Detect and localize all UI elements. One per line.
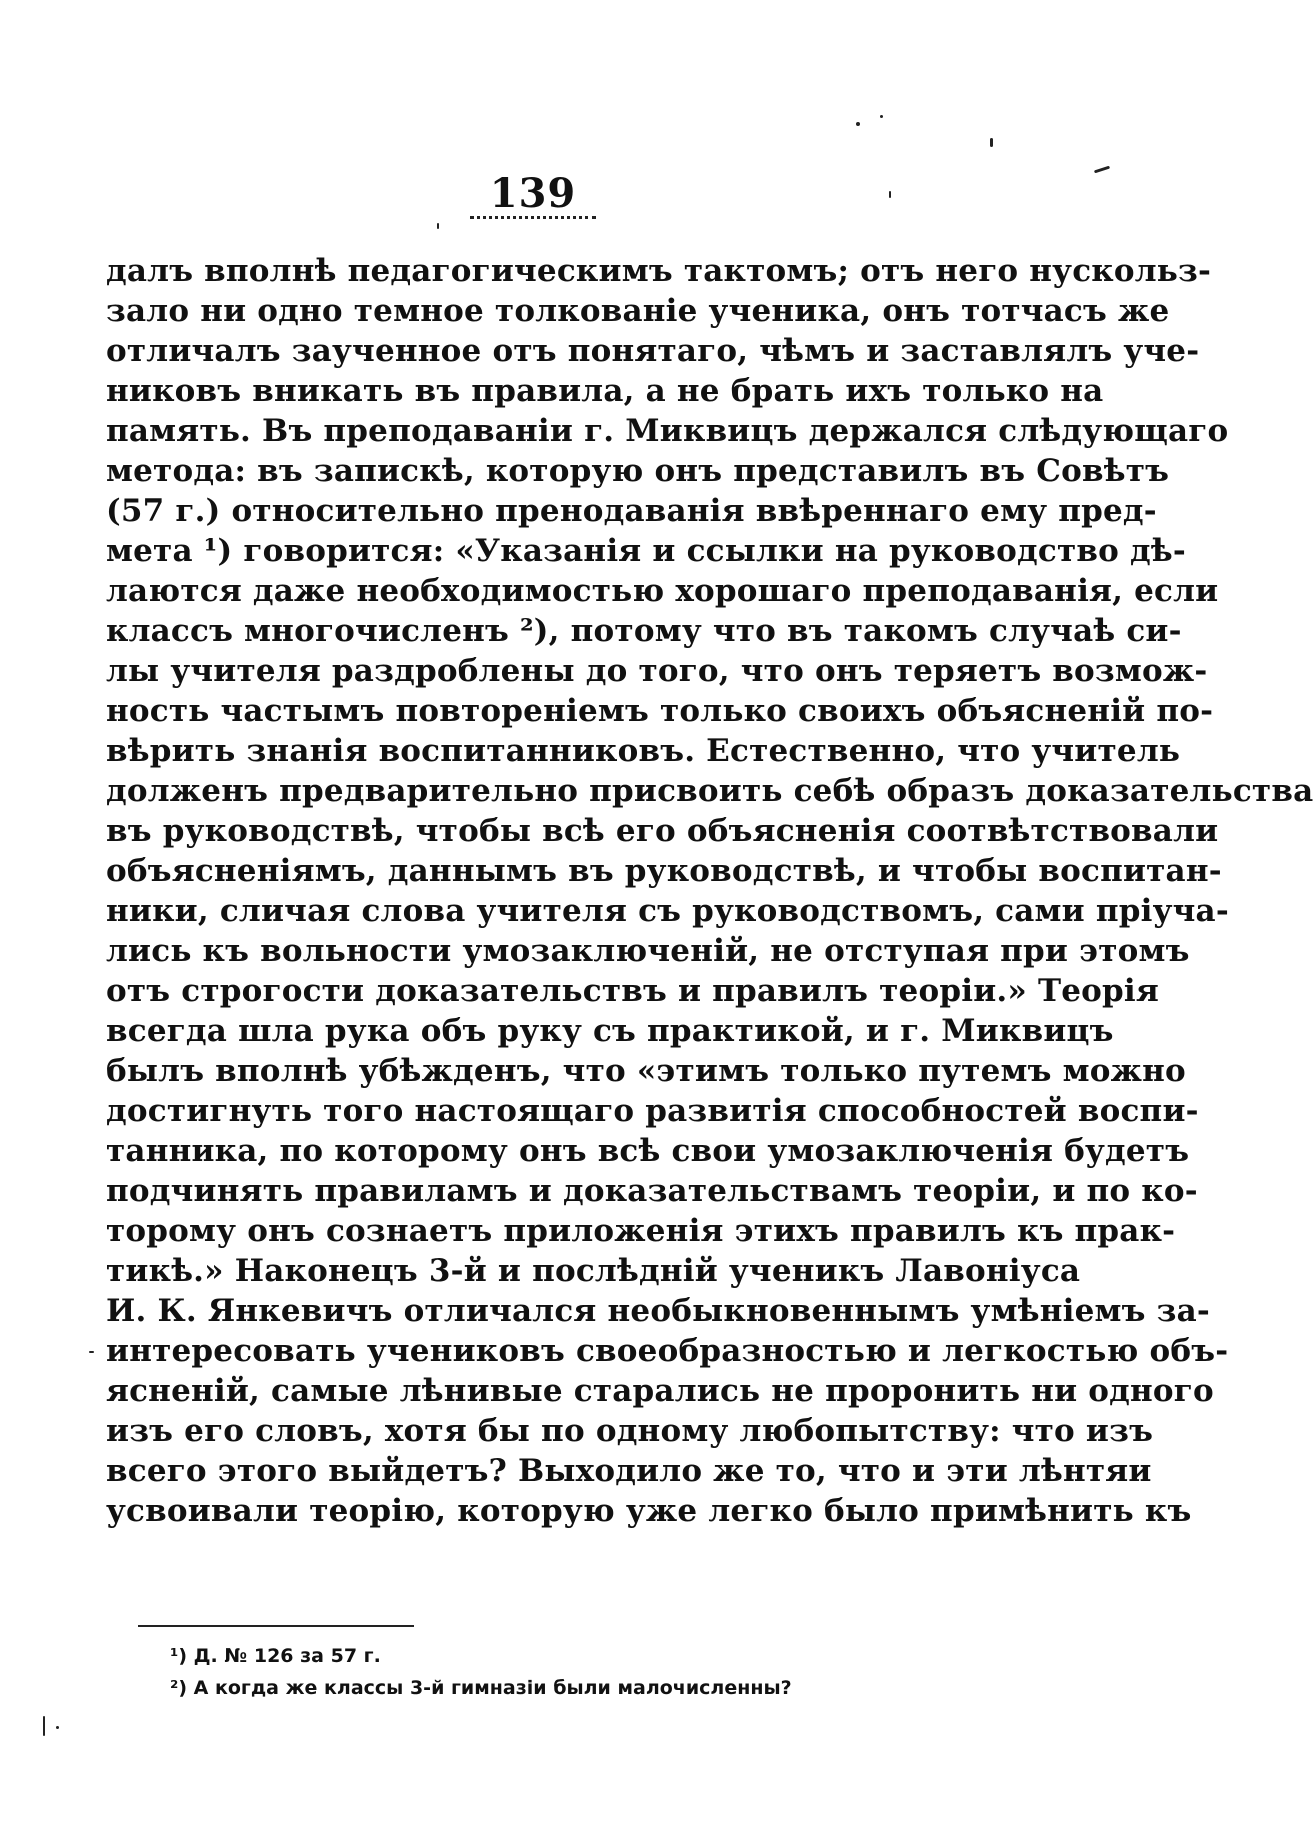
text-line: И. К. Янкевичъ отличался необыкновеннымъ умѣніемъ за-	[106, 1293, 1210, 1329]
footnote-separator	[138, 1625, 414, 1627]
text-line: метода: въ запискѣ, которую онъ представилъ въ Совѣтъ	[106, 453, 1170, 489]
scan-speck	[56, 1726, 59, 1729]
text-line: въ руководствѣ, чтобы всѣ его объясненія соотвѣтствовали	[106, 813, 1219, 849]
text-line: отличалъ заученное отъ понятаго, чѣмъ и заставлялъ уче-	[106, 333, 1200, 369]
scan-speck	[889, 191, 891, 198]
text-line: всегда шла рука объ руку съ практикой, и г. Миквицъ	[106, 1013, 1114, 1049]
text-line: усвоивали теорію, которую уже легко было примѣнить къ	[106, 1493, 1192, 1529]
page-number-rule	[470, 216, 596, 222]
scan-speck	[856, 122, 860, 126]
text-line: объясненіямъ, даннымъ въ руководствѣ, и чтобы воспитан-	[106, 853, 1222, 889]
scan-speck	[43, 1716, 45, 1736]
text-line: торому онъ сознаетъ приложенія этихъ правилъ къ прак-	[106, 1213, 1176, 1249]
text-line: никовъ вникать въ правила, а не брать ихъ только на	[106, 373, 1104, 409]
text-line: подчинять правиламъ и доказательствамъ теоріи, и по ко-	[106, 1173, 1198, 1209]
scan-speck	[990, 138, 993, 147]
scan-speck	[89, 1351, 94, 1353]
text-line: отъ строгости доказательствъ и правилъ теоріи.» Теорія	[106, 973, 1159, 1009]
text-line: мета ¹) говорится: «Указанія и ссылки на руководство дѣ-	[106, 533, 1186, 569]
text-line: интересовать учениковъ своеобразностью и легкостью объ-	[106, 1333, 1229, 1369]
scan-speck	[1094, 166, 1110, 174]
footnotes-block	[170, 1640, 930, 1704]
text-line: ники, сличая слова учителя съ руководствомъ, сами пріуча-	[106, 893, 1229, 929]
text-line: память. Въ преподаваніи г. Миквицъ держался слѣдующаго	[106, 413, 1229, 449]
main-text-block	[106, 251, 1313, 1531]
footnote: ¹) Д. № 126 за 57 г.	[170, 1645, 381, 1667]
text-line: ясненій, самые лѣнивые старались не проронить ни одного	[106, 1373, 1214, 1409]
text-line: далъ вполнѣ педагогическимъ тактомъ; отъ него нускольз-	[106, 253, 1212, 289]
text-line: всего этого выйдетъ? Выходило же то, что и эти лѣнтяи	[106, 1453, 1152, 1489]
text-line: былъ вполнѣ убѣжденъ, что «этимъ только путемъ можно	[106, 1053, 1186, 1089]
text-line: лаются даже необходимостью хорошаго преподаванія, если	[106, 573, 1219, 609]
text-line: классъ многочисленъ ²), потому что въ такомъ случаѣ си-	[106, 613, 1182, 649]
scan-speck	[880, 115, 883, 118]
text-line: вѣрить знанія воспитанниковъ. Естественно, что учитель	[106, 733, 1181, 769]
text-line: достигнуть того настоящаго развитія способностей воспи-	[106, 1093, 1199, 1129]
text-line: ность частымъ повтореніемъ только своихъ объясненій по-	[106, 693, 1214, 729]
text-line: зало ни одно темное толкованіе ученика, онъ тотчасъ же	[106, 293, 1170, 329]
text-line: лись къ вольности умозаключеній, не отступая при этомъ	[106, 933, 1190, 969]
text-line: тикѣ.» Наконецъ 3-й и послѣдній ученикъ Лавоніуса	[106, 1253, 1081, 1289]
page-number: 139	[489, 170, 577, 217]
text-line: долженъ предварительно присвоить себѣ образъ доказательства	[106, 773, 1313, 809]
footnote: ²) А когда же классы 3-й гимназіи были малочисленны?	[170, 1677, 792, 1699]
scan-speck	[437, 223, 439, 229]
text-line: лы учителя раздроблены до того, что онъ теряетъ возмож-	[106, 653, 1208, 689]
text-line: танника, по которому онъ всѣ свои умозаключенія будетъ	[106, 1133, 1190, 1169]
text-line: изъ его словъ, хотя бы по одному любопытству: что изъ	[106, 1413, 1154, 1449]
text-line: (57 г.) относительно пренодаванія ввѣреннаго ему пред-	[106, 493, 1157, 529]
